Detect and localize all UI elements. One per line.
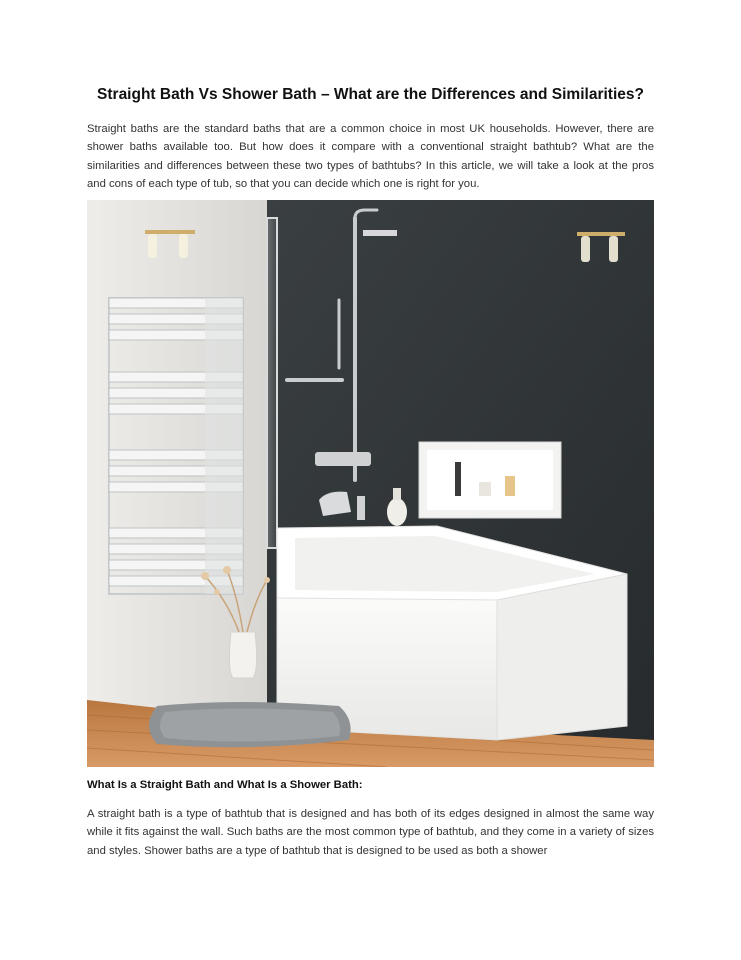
intro-paragraph: Straight baths are the standard baths that are a common choice in most UK households. However, there are shower baths available too. But how does it compare with a conventional straight bathtub? What are the similarities and differences between these two types of bathtubs? In this article, we will take a look at the pros and cons of each type of tub, so that you can decide which one is right for you. bbox=[87, 123, 654, 191]
body-paragraph: A straight bath is a type of bathtub that is designed and has both of its edges designed in almost the same way while it fits against the wall. Such baths are the most common type of bathtub, and they come in a variety of sizes and styles. Shower baths are a type of bathtub that is designed to be used as both a shower bbox=[87, 808, 654, 857]
wall-niche bbox=[419, 442, 561, 518]
article-title: Straight Bath Vs Shower Bath – What are the Differences and Similarities? bbox=[97, 86, 644, 103]
section-heading: What Is a Straight Bath and What Is a Shower Bath: bbox=[87, 779, 363, 791]
bathroom-photo bbox=[87, 200, 654, 767]
bath-mat bbox=[149, 702, 351, 747]
shower-screen bbox=[267, 218, 277, 548]
